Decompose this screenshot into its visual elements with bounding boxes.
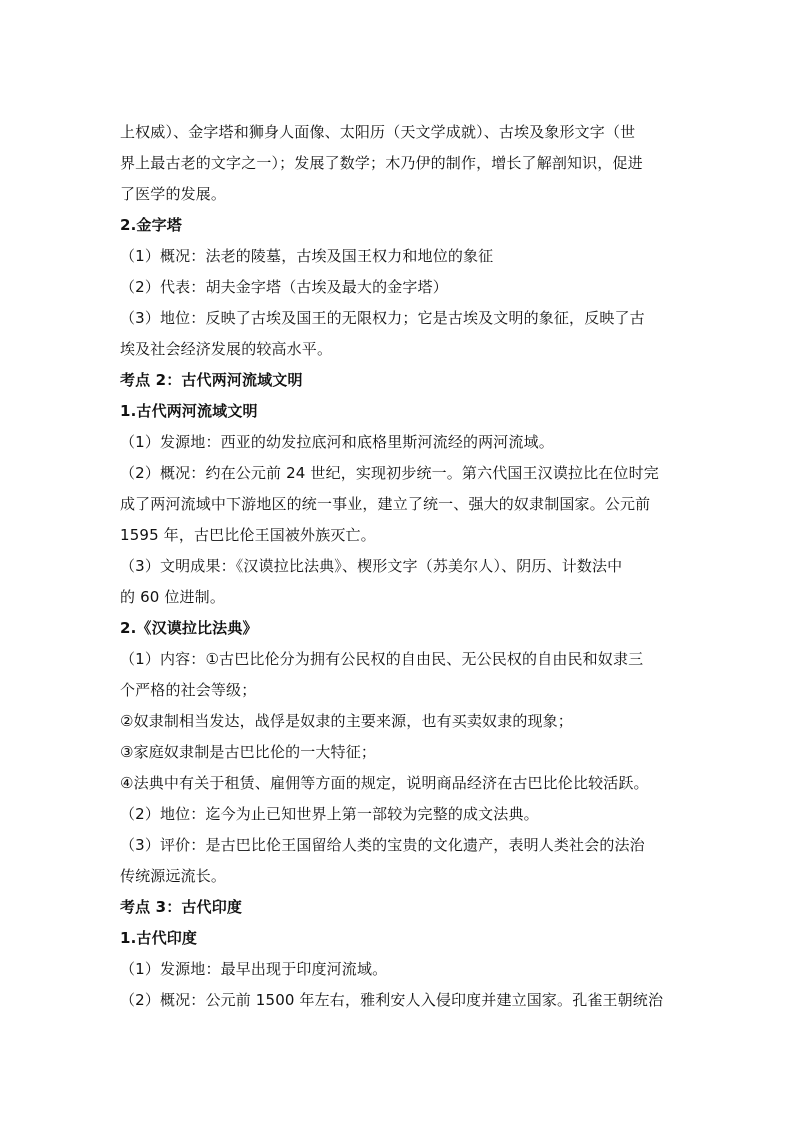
section-heading: 考点 3：古代印度 xyxy=(120,898,243,916)
text-line: （2）概况：约在公元前 24 世纪，实现初步统一。第六代国王汉谟拉比在位时完 xyxy=(120,464,659,482)
text-line: 界上最古老的文字之一）；发展了数学；木乃伊的制作，增长了解剖知识，促进 xyxy=(120,154,643,172)
text-line: （1）发源地：西亚的幼发拉底河和底格里斯河流经的两河流域。 xyxy=(120,433,554,451)
text-line: 埃及社会经济发展的较高水平。 xyxy=(120,340,333,358)
text-line: （1）发源地：最早出现于印度河流域。 xyxy=(120,960,388,978)
text-line: （3）评价：是古巴比伦王国留给人类的宝贵的文化遗产，表明人类社会的法治 xyxy=(120,836,645,854)
section-heading: 1.古代两河流域文明 xyxy=(120,402,258,420)
section-heading: 1.古代印度 xyxy=(120,929,198,947)
text-line: （1）概况：法老的陵墓，古埃及国王权力和地位的象征 xyxy=(120,247,494,265)
text-line: 上权威）、金字塔和狮身人面像、太阳历（天文学成就）、古埃及象形文字（世 xyxy=(120,123,636,141)
text-line: 成了两河流域中下游地区的统一事业，建立了统一、强大的奴隶制国家。公元前 xyxy=(120,495,651,513)
text-line: （2）地位：迄今为止已知世界上第一部较为完整的成文法典。 xyxy=(120,805,539,823)
text-line: ②奴隶制相当发达，战俘是奴隶的主要来源，也有买卖奴隶的现象； xyxy=(120,712,573,730)
section-heading: 考点 2：古代两河流域文明 xyxy=(120,371,303,389)
section-heading: 2.金字塔 xyxy=(120,216,182,234)
text-line: 了医学的发展。 xyxy=(120,185,227,203)
text-line: ③家庭奴隶制是古巴比伦的一大特征； xyxy=(120,743,376,761)
text-line: （2）概况：公元前 1500 年左右，雅利安人入侵印度并建立国家。孔雀王朝统治 xyxy=(120,991,664,1009)
text-line: 个严格的社会等级； xyxy=(120,681,257,699)
section-heading: 2.《汉谟拉比法典》 xyxy=(120,619,258,637)
text-line: （2）代表：胡夫金字塔（古埃及最大的金字塔） xyxy=(120,278,448,296)
text-line: 传统源远流长。 xyxy=(120,867,227,885)
text-line: （1）内容：①古巴比伦分为拥有公民权的自由民、无公民权的自由民和奴隶三 xyxy=(120,650,644,668)
text-line: ④法典中有关于租赁、雇佣等方面的规定，说明商品经济在古巴比伦比较活跃。 xyxy=(120,774,649,792)
text-line: （3）地位：反映了古埃及国王的无限权力；它是古埃及文明的象征，反映了古 xyxy=(120,309,645,327)
text-line: 的 60 位进制。 xyxy=(120,588,225,606)
document-page xyxy=(120,117,680,1016)
text-line: （3）文明成果：《汉谟拉比法典》、楔形文字（苏美尔人）、阴历、计数法中 xyxy=(120,557,623,575)
text-line: 1595 年，古巴比伦王国被外族灭亡。 xyxy=(120,526,376,544)
